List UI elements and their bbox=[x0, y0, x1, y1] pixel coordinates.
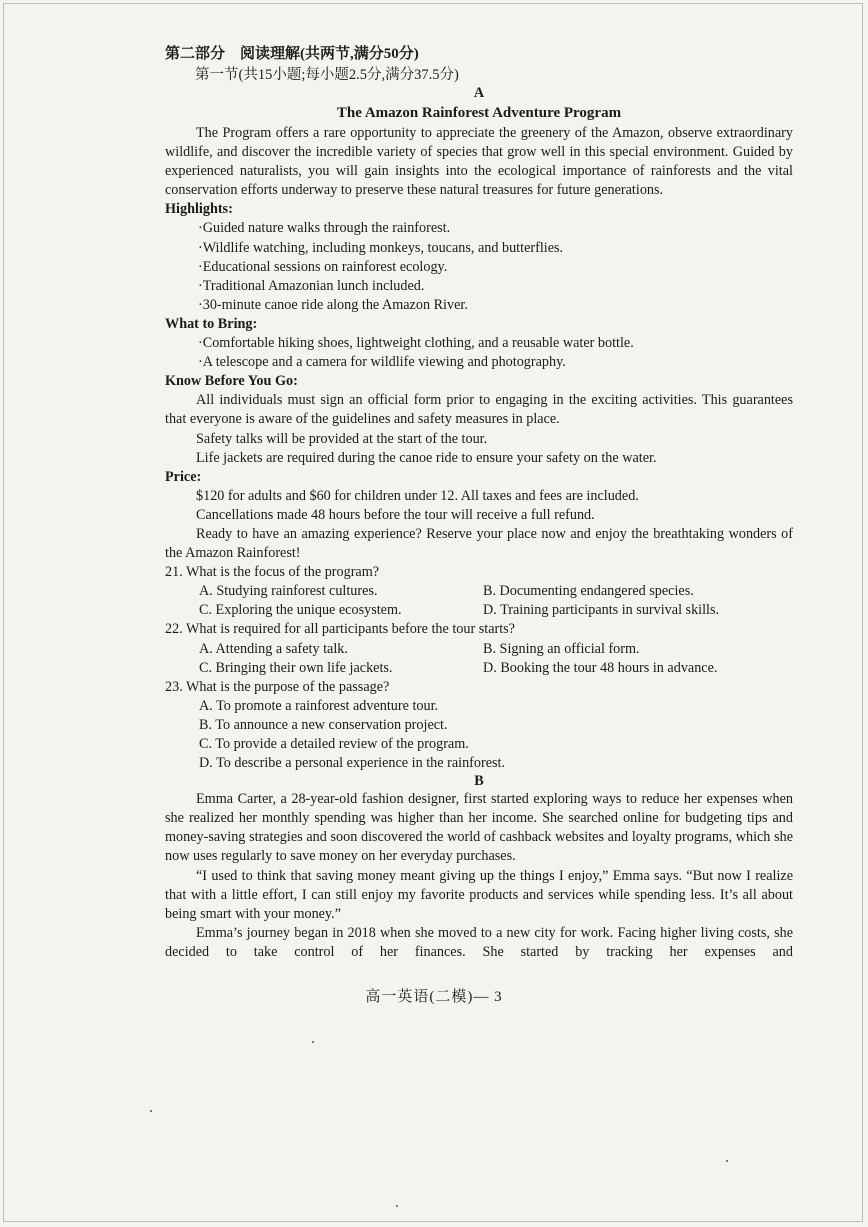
option: C. Bringing their own life jackets. bbox=[199, 659, 393, 676]
option: C. Exploring the unique ecosystem. bbox=[199, 602, 402, 619]
highlight-item: ·Traditional Amazonian lunch included. bbox=[198, 277, 425, 294]
price-closing: Ready to have an amazing experience? Reserve your place now and enjoy the breathtaking wonders of the Amazon Rainforest! bbox=[165, 525, 793, 562]
passage-a-title: The Amazon Rainforest Adventure Program bbox=[336, 105, 622, 121]
question-23-stem: 23. What is the purpose of the passage? bbox=[165, 678, 390, 695]
option: D. Training participants in survival skills. bbox=[483, 602, 720, 619]
price-line: $120 for adults and $60 for children under 12. All taxes and fees are included. bbox=[196, 487, 639, 504]
option: A. Studying rainforest cultures. bbox=[199, 583, 378, 600]
question-22-options bbox=[165, 640, 793, 678]
option: A. Attending a safety talk. bbox=[199, 640, 348, 657]
highlight-item: ·Wildlife watching, including monkeys, toucans, and butterflies. bbox=[198, 239, 564, 256]
know-line: Life jackets are required during the canoe ride to ensure your safety on the water. bbox=[196, 449, 657, 466]
scan-speck bbox=[726, 1160, 728, 1162]
know-line: Safety talks will be provided at the start of the tour. bbox=[196, 430, 488, 447]
passage-b-paragraph: “I used to think that saving money meant giving up the things I enjoy,” Emma says. “But now I realize that with a little effort, I can still enjoy my favorite products and services while spending less. It’s all about being smart with your money.” bbox=[165, 867, 793, 922]
part-heading: 第二部分 阅读理解(共两节,满分50分) bbox=[165, 46, 419, 62]
question-21-stem: 21. What is the focus of the program? bbox=[165, 564, 380, 581]
highlights-heading: Highlights: bbox=[165, 201, 233, 218]
option: D. Booking the tour 48 hours in advance. bbox=[483, 659, 718, 676]
bring-heading: What to Bring: bbox=[165, 315, 258, 332]
option: B. To announce a new conservation project. bbox=[199, 716, 448, 733]
option: B. Signing an official form. bbox=[483, 640, 640, 657]
option: B. Documenting endangered species. bbox=[483, 583, 694, 600]
passage-a-intro: The Program offers a rare opportunity to appreciate the greenery of the Amazon, observe extraordinary wildlife, and discover the incredible variety of species that grow well in this special environment. Guided by experienced naturalists, you will gain insights into the ecological importance of rainforests and the vital conservation efforts underway to preserve these natural treasures for future generations. bbox=[165, 125, 793, 199]
option: A. To promote a rainforest adventure tour. bbox=[199, 697, 439, 714]
question-21-options bbox=[165, 582, 793, 620]
page-footer: 高一英语(二模)— 3 bbox=[365, 989, 503, 1005]
highlight-item: ·Guided nature walks through the rainforest. bbox=[198, 220, 451, 237]
highlight-item: ·Educational sessions on rainforest ecology. bbox=[198, 258, 448, 275]
passage-b-paragraph: Emma’s journey began in 2018 when she moved to a new city for work. Facing higher living costs, she decided to take control of her finances. She started by tracking her expenses and bbox=[165, 924, 793, 960]
scan-speck bbox=[150, 1110, 152, 1112]
passage-a-letter: A bbox=[473, 85, 485, 101]
price-heading: Price: bbox=[165, 468, 202, 485]
scan-speck bbox=[312, 1041, 314, 1043]
scan-speck bbox=[396, 1205, 398, 1207]
exam-page-content bbox=[165, 44, 793, 962]
question-22-stem: 22. What is required for all participants before the tour starts? bbox=[165, 621, 515, 638]
section-heading: 第一节(共15小题;每小题2.5分,满分37.5分) bbox=[195, 67, 459, 83]
option: C. To provide a detailed review of the program. bbox=[199, 736, 469, 752]
option: D. To describe a personal experience in the rainforest. bbox=[199, 755, 506, 772]
bring-item: ·A telescope and a camera for wildlife viewing and photography. bbox=[198, 354, 566, 371]
know-heading: Know Before You Go: bbox=[165, 373, 298, 390]
bring-item: ·Comfortable hiking shoes, lightweight clothing, and a reusable water bottle. bbox=[198, 335, 634, 352]
highlight-item: ·30-minute canoe ride along the Amazon River. bbox=[198, 296, 468, 313]
know-paragraph: All individuals must sign an official form prior to engaging in the exciting activities. This guarantees that everyone is aware of the guidelines and safety measures in place. bbox=[165, 392, 793, 428]
passage-b-letter: B bbox=[474, 773, 484, 790]
price-line: Cancellations made 48 hours before the tour will receive a full refund. bbox=[196, 506, 595, 523]
passage-b-paragraph: Emma Carter, a 28-year-old fashion designer, first started exploring ways to reduce her expenses when she realized her monthly spending was higher than her income. She searched online for budgeting tips and money-saving strategies and soon discovered the world of cashback websites and loyalty programs, which she now uses regularly to save money on her everyday purchases. bbox=[165, 791, 793, 865]
